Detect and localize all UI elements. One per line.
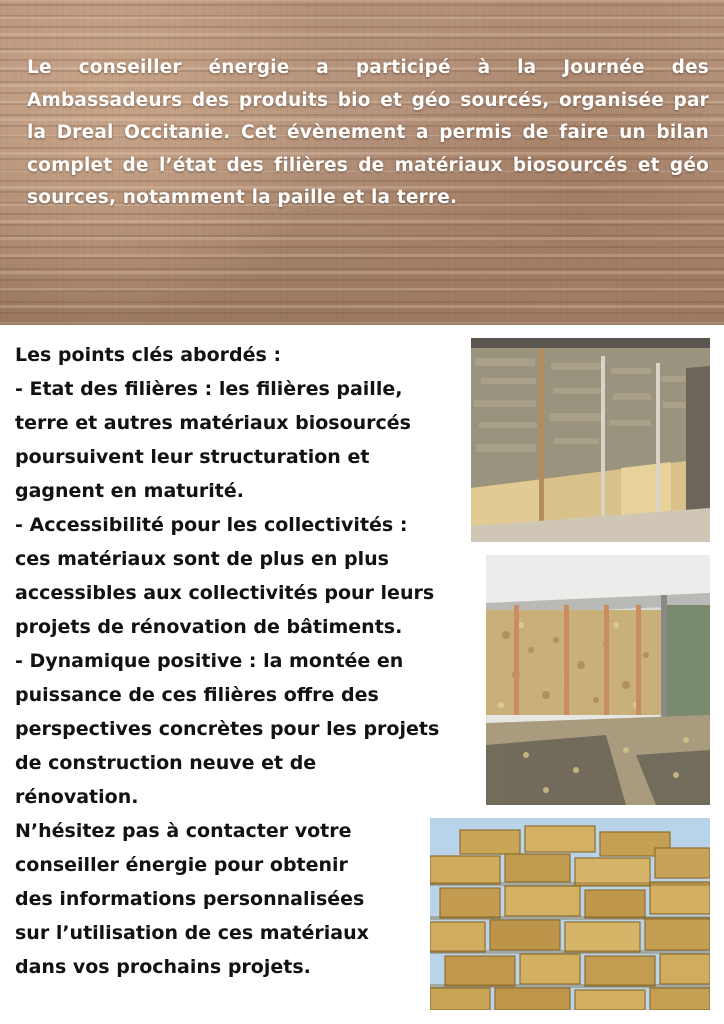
- key-points-heading: Les points clés abordés :: [15, 344, 282, 366]
- straw-clay-wall-photo: [471, 338, 710, 542]
- straw-bales-photo: [430, 818, 710, 1010]
- intro-paragraph: Le conseiller énergie a participé à la Journée des Ambassadeurs des produits bio et géo sourcés, organisée par la Dreal Occitanie. Cet évènement a permis de faire un bilan complet de l’état des filières de matériaux biosourcés et géo sources, notamment la paille et la terre.: [27, 57, 709, 208]
- key-point-line: accessibles aux collectivités pour leurs: [15, 582, 435, 604]
- key-point-line: poursuivent leur structuration et: [15, 446, 370, 468]
- key-points-section: [15, 338, 465, 814]
- contact-line: sur l’utilisation de ces matériaux: [15, 922, 369, 944]
- key-point-line: puissance de ces filières offre des: [15, 684, 379, 706]
- key-point-line: de construction neuve et de: [15, 752, 317, 774]
- key-point-line: perspectives concrètes pour les projets: [15, 718, 440, 740]
- key-point-line: - Etat des filières : les filières paille,: [15, 378, 403, 400]
- contact-line: dans vos prochains projets.: [15, 956, 311, 978]
- key-point-line: rénovation.: [15, 786, 139, 808]
- key-point-line: ces matériaux sont de plus en plus: [15, 548, 389, 570]
- contact-line: conseiller énergie pour obtenir: [15, 854, 348, 876]
- rammed-earth-header: [0, 0, 724, 325]
- contact-line: des informations personnalisées: [15, 888, 365, 910]
- key-point-line: - Dynamique positive : la montée en: [15, 650, 404, 672]
- key-point-line: - Accessibilité pour les collectivités :: [15, 514, 408, 536]
- key-point-line: gagnent en maturité.: [15, 480, 244, 502]
- contact-paragraph: [15, 814, 425, 984]
- key-point-line: projets de rénovation de bâtiments.: [15, 616, 403, 638]
- contact-line: N’hésitez pas à contacter votre: [15, 820, 352, 842]
- straw-frame-tent-photo: [486, 555, 710, 805]
- key-point-line: terre et autres matériaux biosourcés: [15, 412, 411, 434]
